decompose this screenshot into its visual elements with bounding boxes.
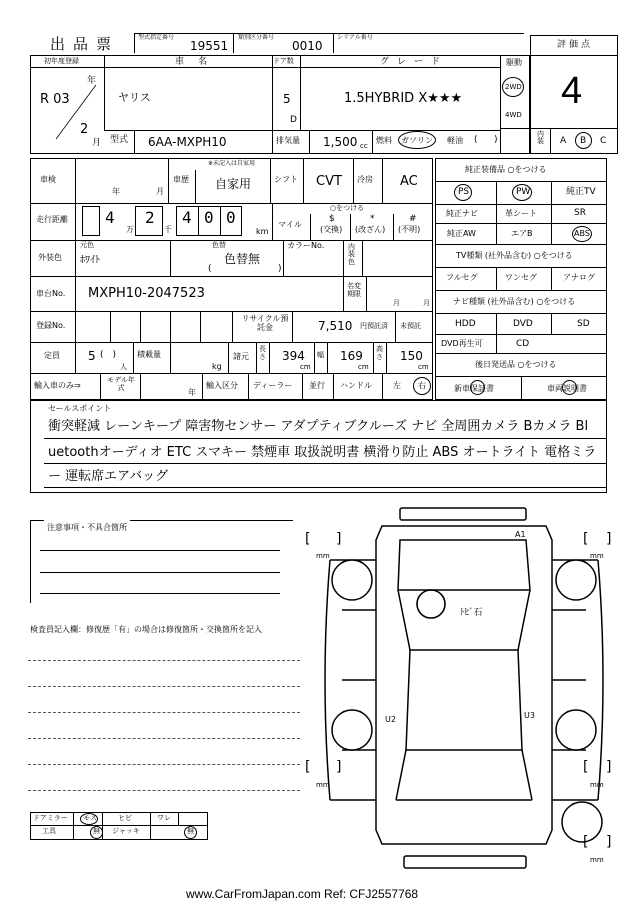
wheel-front-left xyxy=(332,560,372,600)
type-label: 型式 xyxy=(110,135,129,145)
width-label: 幅 xyxy=(317,351,324,359)
import-label: 輸入車のみ⇒ xyxy=(34,381,81,390)
jack-circle xyxy=(184,826,197,839)
original-color: ﾎﾜｲﾄ xyxy=(80,255,100,266)
history-label: 車歴 xyxy=(173,175,189,184)
unknown-label: (不明) xyxy=(398,225,421,234)
recycle-label: リサイクル預託金 xyxy=(241,314,289,332)
right-label: 右 xyxy=(418,381,426,390)
genuine-label: 純正装備品 ○をつける xyxy=(465,165,547,174)
caution-label: 注意事項・不具合箇所 xyxy=(47,523,127,532)
eq-abs: ABS xyxy=(574,229,590,238)
grade-label: グレード xyxy=(380,57,449,67)
hood xyxy=(398,540,530,590)
wheel-rear-left xyxy=(332,710,372,750)
interior-c: C xyxy=(600,136,607,146)
import-type-label: 輸入区分 xyxy=(206,381,238,390)
sales-points-label: セールスポイント xyxy=(48,404,112,413)
eq-cd: CD xyxy=(516,339,530,349)
mark-u3: U3 xyxy=(524,711,535,720)
mileage-d4: 0 xyxy=(204,208,214,227)
first-reg-month: 2 xyxy=(80,122,89,137)
eq-leather: 革シート xyxy=(505,209,537,218)
mileage-d3: 4 xyxy=(182,208,192,227)
eq-full-seg: フルセグ xyxy=(446,273,478,282)
drive-4wd: 4WD xyxy=(505,111,522,119)
eq-warranty-circle xyxy=(470,380,485,395)
mileage-sen: 千 xyxy=(164,225,172,234)
drive-label: 駆動 xyxy=(506,58,522,67)
inspector-label: 検査員記入欄：修復歴「有」の場合は修復箇所・交換箇所を記入 xyxy=(30,625,262,634)
mark-u2: U2 xyxy=(385,715,396,724)
break-label: ワレ xyxy=(157,814,171,822)
fuel-paren-close: ) xyxy=(494,135,498,145)
eq-abs-circle xyxy=(572,226,592,242)
navi-type-label: ナビ種類 (社外品含む) ○をつける xyxy=(453,297,576,306)
displacement-label: 排気量 xyxy=(276,136,300,145)
eq-pw: PW xyxy=(516,187,531,197)
recycle-amount: 7,510 xyxy=(318,319,353,333)
mileage-mark-note: ○をつける xyxy=(330,204,365,212)
bracket-tr-close: ] xyxy=(606,531,612,547)
wheel-rear-right xyxy=(556,710,596,750)
displacement: 1,500 xyxy=(323,135,358,149)
first-reg-label: 初年度登録 xyxy=(44,57,79,65)
car-name-label: 車名 xyxy=(175,57,222,67)
mileage-d2: 2 xyxy=(145,208,155,227)
tv-type-label: TV種類 (社外品含む) ○をつける xyxy=(456,251,573,260)
left-label: 左 xyxy=(393,381,401,390)
ac: AC xyxy=(400,174,418,189)
wheel-front-right xyxy=(556,560,596,600)
front-bumper xyxy=(400,508,526,520)
footer-ref: www.CarFromJapan.com Ref: CFJ2557768 xyxy=(186,887,419,901)
model-code-label: 型式指定番号 xyxy=(138,34,175,41)
dealer-label: ディーラー xyxy=(253,381,293,390)
altered-symbol: * xyxy=(370,214,375,224)
fuel-paren-open: ( xyxy=(474,135,478,145)
sales-points-line-1: 衝突軽減 レーンキープ 障害物センサー アダプティブクルーズ ナビ 全周囲カメラ Bカメラ Bl xyxy=(48,419,589,434)
bracket-br-open: [ xyxy=(583,759,589,775)
width-unit: cm xyxy=(358,363,369,371)
mileage-label: 走行距離 xyxy=(36,215,68,224)
shift: CVT xyxy=(316,174,342,189)
handle-label: ハンドル xyxy=(340,381,372,390)
mm-spare: mm xyxy=(590,856,604,864)
recycle-unit: 円預託済 xyxy=(360,322,388,330)
spare-wheel xyxy=(562,802,602,842)
car-name: ヤリス xyxy=(118,91,151,104)
right-side-body xyxy=(598,560,603,800)
capacity: 5 xyxy=(88,349,96,363)
height: 150 xyxy=(400,349,423,363)
bracket-spare-open: [ xyxy=(583,834,589,850)
tools-value: 無 xyxy=(93,827,100,835)
reg-expiry-label: 名変期限 xyxy=(347,282,361,299)
chassis-label: 車台No. xyxy=(36,289,66,298)
docs-label: 後日発送品 ○をつける xyxy=(475,360,557,369)
width: 169 xyxy=(340,349,363,363)
type-value: 6AA-MXPH10 xyxy=(148,135,227,149)
unknown-symbol: # xyxy=(409,214,417,224)
interior-a: A xyxy=(560,136,567,146)
drive-2wd-circle xyxy=(502,77,524,97)
dims-label: 諸元 xyxy=(233,352,249,361)
doors-label: ドア数 xyxy=(273,57,294,65)
grade: 1.5HYBRID X★★★ xyxy=(344,91,463,106)
eq-manual-circle xyxy=(562,380,577,395)
shift-label: シフト xyxy=(274,175,298,184)
reg-no-label: 登録No. xyxy=(36,321,66,330)
fuel-diesel: 軽油 xyxy=(447,136,463,145)
class-code-label: 類別区分番号 xyxy=(238,34,275,41)
mark-stone: ﾄﾋﾞ石 xyxy=(460,608,483,618)
serial-label: シリアル番号 xyxy=(337,34,373,41)
capacity-unit: 人 xyxy=(120,363,127,371)
exterior-label: 外装色 xyxy=(38,253,62,262)
load-label: 積載量 xyxy=(137,350,161,359)
tools-label: 工具 xyxy=(42,827,56,835)
form-title: 出品票 xyxy=(50,35,120,53)
history-note: ※未記入は自家用 xyxy=(208,160,256,167)
drive-2wd: 2WD xyxy=(505,83,522,91)
exchange-label: (交換) xyxy=(320,225,343,234)
bracket-spare-close: ] xyxy=(606,834,612,850)
eq-genuine-navi: 純正ナビ xyxy=(446,209,478,218)
score-value: 4 xyxy=(561,70,583,112)
bracket-tl-open: [ xyxy=(305,531,311,547)
inspection-label: 車検 xyxy=(40,175,56,184)
eq-sd: SD xyxy=(577,319,590,329)
jack-value: 無 xyxy=(187,827,194,835)
first-reg-era: R 03 xyxy=(40,92,70,107)
mm-tr: mm xyxy=(590,552,604,560)
height-label: 高さ xyxy=(376,345,383,361)
import-year-unit: 年 xyxy=(188,388,196,397)
fuel-gasoline: ガソリン xyxy=(401,136,433,145)
color-no-label: カラーNo. xyxy=(287,241,325,250)
repaint: 色替無 xyxy=(224,252,261,266)
inspection-month-unit: 月 xyxy=(156,187,164,196)
car-damage-diagram xyxy=(300,500,630,880)
recycle-unpaid: 未預託 xyxy=(400,322,421,330)
jack-label: ジャッキ xyxy=(112,827,140,835)
eq-ps: PS xyxy=(458,187,470,197)
roof xyxy=(406,650,522,750)
fuel-gasoline-circle xyxy=(398,131,436,149)
mm-bl: mm xyxy=(316,781,330,789)
class-code: 0010 xyxy=(292,39,323,53)
mileage-box-1 xyxy=(82,206,100,236)
right-circle xyxy=(413,377,431,395)
mileage-man: 万 xyxy=(126,225,134,234)
sales-points-line-3: ー 運転席エアバッグ xyxy=(48,469,169,484)
eq-manual: 車両説明書 xyxy=(547,384,587,393)
left-side-body xyxy=(325,560,330,800)
load-unit: kg xyxy=(212,362,222,371)
fuel-label: 燃料 xyxy=(376,136,392,145)
parallel-label: 並行 xyxy=(309,381,325,390)
displacement-unit: cc xyxy=(360,142,368,150)
length-unit: cm xyxy=(300,363,311,371)
bracket-bl-open: [ xyxy=(305,759,311,775)
eq-dvd-play: DVD再生可 xyxy=(441,339,483,348)
month-unit: 月 xyxy=(92,138,102,148)
capacity-label: 定員 xyxy=(44,351,60,360)
bracket-bl-close: ] xyxy=(336,759,342,775)
bracket-tl-close: ] xyxy=(336,531,342,547)
sales-points-line-2: uetoothオーディオ ETC スマキー 禁煙車 取扱説明書 横滑り防止 ABS オートライト 電格ミラ xyxy=(48,445,597,460)
model-year-label: モデル年式 xyxy=(107,376,135,393)
interior-label: 内装 xyxy=(537,130,544,145)
mileage-d1: 4 xyxy=(105,208,115,227)
eq-analog: アナログ xyxy=(563,273,595,282)
model-code: 19551 xyxy=(190,39,229,53)
eq-genuine-aw: 純正AW xyxy=(447,229,476,238)
altered-label: (改ざん) xyxy=(355,225,386,234)
interior-b-circle xyxy=(575,132,592,149)
repaint-label: 色替 xyxy=(212,241,226,249)
eq-one-seg: ワンセグ xyxy=(505,273,537,282)
mirror-circle xyxy=(80,813,98,825)
original-color-label: 元色 xyxy=(80,241,94,249)
mileage-unit: km xyxy=(256,227,269,236)
expiry-month-unit: 月 xyxy=(393,299,400,307)
history: 自家用 xyxy=(215,177,252,191)
door-mirror-label: ドアミラー xyxy=(33,814,68,822)
interior-b: B xyxy=(580,136,587,146)
car-outline xyxy=(376,526,552,844)
eq-sr: SR xyxy=(574,208,586,218)
ac-label: 冷房 xyxy=(357,175,373,184)
bracket-tr-open: [ xyxy=(583,531,589,547)
bracket-br-close: ] xyxy=(606,759,612,775)
eq-hdd: HDD xyxy=(455,319,476,329)
rear-bumper xyxy=(404,856,526,868)
inspection-year-unit: 年 xyxy=(112,187,120,196)
year-unit: 年 xyxy=(87,76,97,86)
mile-label: マイル xyxy=(278,220,302,229)
eq-ps-circle xyxy=(454,184,472,201)
eq-pw-circle xyxy=(512,184,532,201)
eq-genuine-tv: 純正TV xyxy=(566,187,596,197)
interior-color-label: 内装色 xyxy=(348,243,355,266)
caution-label-wrap xyxy=(44,515,130,534)
crack-label: ヒビ xyxy=(118,814,132,822)
mileage-d5: 0 xyxy=(226,208,236,227)
eq-warranty: 新車保証書 xyxy=(454,384,494,393)
length: 394 xyxy=(282,349,305,363)
eq-airbag: エアB xyxy=(511,229,533,238)
door-mirror-value: モス xyxy=(83,814,97,822)
doors: 5 xyxy=(283,92,291,106)
door-type: D xyxy=(290,115,297,125)
chassis: MXPH10-2047523 xyxy=(88,286,205,301)
mm-tl: mm xyxy=(316,552,330,560)
score-label: 評価点 xyxy=(557,40,594,50)
height-unit: cm xyxy=(418,363,429,371)
mark-a1: A1 xyxy=(515,530,526,539)
tools-circle xyxy=(90,826,103,839)
length-label: 長さ xyxy=(259,345,266,361)
eq-dvd: DVD xyxy=(513,319,533,329)
expiry-day-unit: 月 xyxy=(423,299,430,307)
chip-mark-circle xyxy=(417,590,445,618)
rear-window xyxy=(396,750,532,800)
exchange-symbol: $ xyxy=(329,214,335,224)
mm-br: mm xyxy=(590,781,604,789)
